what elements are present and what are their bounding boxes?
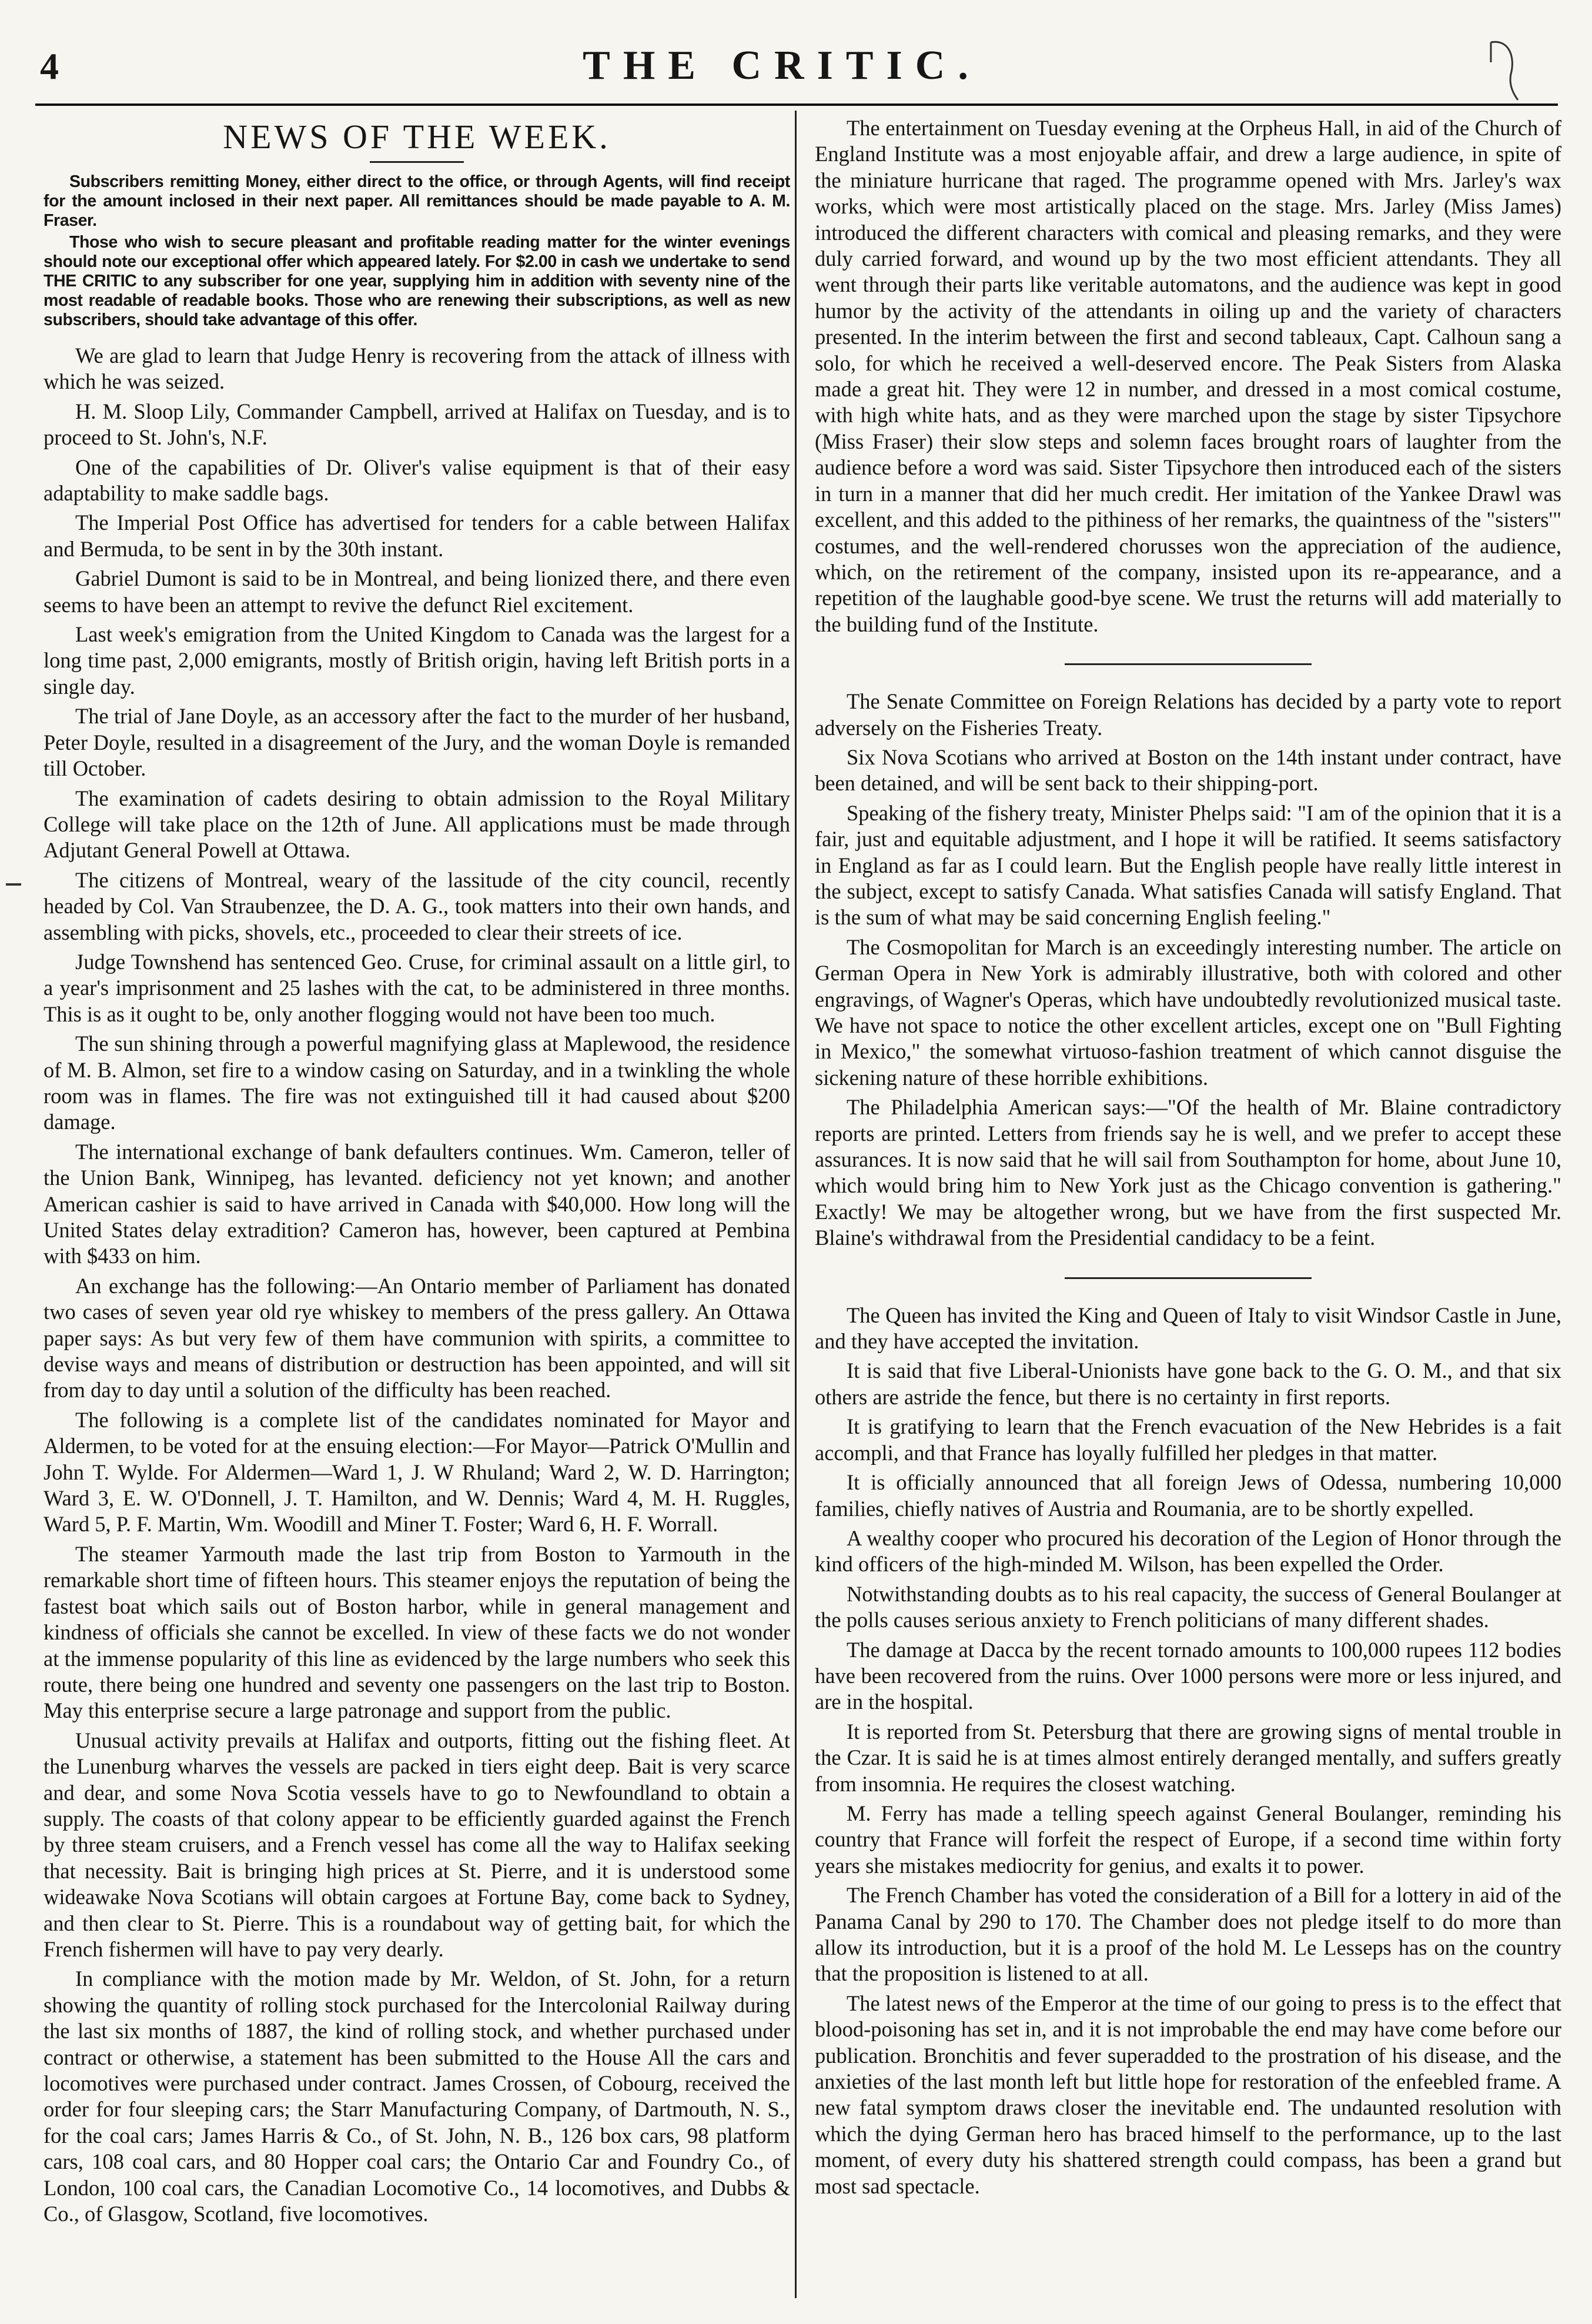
page-corner-mark — [1485, 39, 1520, 103]
news-item: It is officially announced that all foreign Jews of Odessa, numbering 10,000 families, chiefly natives of Austria and Roumania, are to be shortly expelled. — [815, 1470, 1561, 1521]
paper-title: THE CRITIC. — [583, 43, 981, 88]
news-item: The Senate Committee on Foreign Relations has decided by a party vote to report adversely on the Fisheries Treaty. — [815, 689, 1561, 740]
news-item: Speaking of the fishery treaty, Minister Phelps said: "I am of the opinion that it is a fair, just and equitable adjustment, and I hope it will be ratified. It seems satisfactory in England as far as I could learn. But the English people have really little interest in the subject, except to satisfy Canada. What satisfies Canada will satisfy England. That is the sum of what may be said concerning English feeling." — [815, 800, 1561, 930]
news-item: It is reported from St. Petersburg that there are growing signs of mental trouble in the Czar. It is said he is at times almost entirely deranged mentally, and suffers greatly from insomnia. He requires the closest watching. — [815, 1719, 1561, 1796]
news-item: The Cosmopolitan for March is an exceedingly interesting number. The article on German Opera in New York is admirably illustrative, both with colored and other engravings, of Wagner's Operas, which have undoubtedly revolutionized musical taste. We have not space to notice the other excellent articles, except one on "Bull Fighting in Mexico," the somewhat virtuoso-fashion treatment of which cannot disguise the sickening nature of these horrible exhibitions. — [815, 934, 1561, 1090]
page-number: 4 — [40, 45, 59, 87]
news-item: The latest news of the Emperor at the time of our going to press is to the effect that blood-poisoning has set in, and it is not improbable the end may have come before our publication. Bronchitis and fever superadded to the prostration of his disease, and the anxieties of the last month left but little hope for restoration of the enfeebled frame. A new fatal symptom draws closer the inevitable end. The undaunted resolution with which the dying German hero has braced himself to the performance, up to the last moment, of every duty his shattered strength could compass, has been a grand but most sad spectacle. — [815, 1991, 1561, 2198]
news-item: Six Nova Scotians who arrived at Boston on the 14th instant under contract, have been detained, and will be sent back to their shipping-port. — [815, 744, 1561, 796]
news-item: The Philadelphia American says:—"Of the health of Mr. Blaine contradictory reports are printed. Letters from friends say he is well, and we prefer to accept these assurances. It is now said that he will sail from Southampton for home, about June 10, which would bring him to New York just as the Chicago convention is gathering." Exactly! We may be altogether wrong, but we have from the first suspected Mr. Blaine's withdrawal from the Presidential candidacy to be a feint. — [815, 1095, 1561, 1250]
heading-rule — [370, 161, 464, 163]
news-item: H. M. Sloop Lily, Commander Campbell, arrived at Halifax on Tuesday, and is to proceed to St. John's, N.F. — [44, 399, 790, 450]
news-item: The Queen has invited the King and Queen of Italy to visit Windsor Castle in June, and they have accepted the invitation. — [815, 1303, 1561, 1354]
news-item: The damage at Dacca by the recent tornado amounts to 100,000 rupees 112 bodies have been recovered from the ruins. Over 1000 persons were more or less injured, and are in the hospital. — [815, 1637, 1561, 1714]
subscriber-notice: Subscribers remitting Money, either direct to the office, or through Agents, will find receipt for the amount inclosed in their next paper. All remittances should be made payable to A. M. Fraser. — [44, 172, 790, 230]
left-column — [44, 113, 790, 2230]
margin-mark — [6, 883, 21, 886]
news-item: The citizens of Montreal, weary of the lassitude of the city council, recently headed by Col. Van Straubenzee, the D. A. G., took matters into their own hands, and assembling with picks, shovels, etc., proceeded to clear their streets of ice. — [44, 867, 790, 944]
news-item: Gabriel Dumont is said to be in Montreal, and being lionized there, and there even seems to have been an attempt to revive the defunct Riel excitement. — [44, 566, 790, 617]
news-item: The entertainment on Tuesday evening at the Orpheus Hall, in aid of the Church of England Institute was a most enjoyable affair, and drew a large audience, in spite of the miniature hurricane that raged. The programme opened with Mrs. Jarley's wax works, which were most artistically placed on the stage. Mrs. Jarley (Miss James) introduced the different characters with comical and pleasing remarks, and they were duly carried forward, and wound up by the two most efficient attendants. They all went through their parts like veritable automatons, and the audience was kept in good humor by the activity of the attendants in oiling up and the variety of characters presented. In the interim between the first and second tableaux, Capt. Calhoun sang a solo, for which he received a well-deserved encore. The Peak Sisters from Alaska made a great hit. They were 12 in number, and dressed in a most comical costume, with high white hats, and as they were marched upon the stage by sister Tipsychore (Miss Fraser) their slow steps and solemn faces brought roars of laughter from the audience before a word was said. Sister Tipsychore then introduced each of the sisters in turn in a manner that did her much credit. Her imitation of the Yankee Drawl was excellent, and this added to the pithiness of her remarks, the quaintness of the "sisters'" costumes, and the well-rendered chorusses won the appreciation of the audience, which, on the retirement of the company, insisted upon its re-appearance, and a repetition of the laughable good-bye scene. We trust the returns will add materially to the building fund of the Institute. — [815, 116, 1561, 636]
section-divider — [1065, 1277, 1312, 1279]
section-divider — [1065, 663, 1312, 665]
news-item: The steamer Yarmouth made the last trip from Boston to Yarmouth in the remarkable short time of fifteen hours. This steamer enjoys the reputation of being the fastest boat which sails out of Boston harbor, while in general management and kindness of officials she cannot be excelled. In view of these facts we do not wonder at the immense popularity of this line as evidenced by the large numbers who seek this route, there being one hundred and seventy one passengers on the last trip to Boston. May this enterprise secure a large patronage and support from the public. — [44, 1541, 790, 1723]
news-item: The trial of Jane Doyle, as an accessory after the fact to the murder of her husband, Peter Doyle, resulted in a disagreement of the Jury, and the woman Doyle is remanded till October. — [44, 704, 790, 781]
news-item: The examination of cadets desiring to obtain admission to the Royal Military College will take place on the 12th of June. All applications must be made through Adjutant General Powell at Ottawa. — [44, 786, 790, 863]
masthead — [35, 39, 1529, 103]
right-column — [815, 113, 1561, 2203]
news-item: An exchange has the following:—An Ontario member of Parliament has donated two cases of seven year old rye whiskey to members of the press gallery. An Ottawa paper says: As but very few of them have communion with spirits, a committee to devise ways and means of distribution or destruction has been appointed, and will sit from day to day until a solution of the difficulty has been reached. — [44, 1273, 790, 1403]
news-item: M. Ferry has made a telling speech against General Boulanger, reminding his country that France will forfeit the respect of Europe, if a second time within forty years she mistakes mediocrity for genius, and exalts it to power. — [815, 1801, 1561, 1878]
news-item: We are glad to learn that Judge Henry is recovering from the attack of illness with which he was seized. — [44, 343, 790, 394]
news-item: Last week's emigration from the United Kingdom to Canada was the largest for a long time past, 2,000 emigrants, mostly of British origin, having left British ports in a single day. — [44, 622, 790, 699]
news-item: The Imperial Post Office has advertised for tenders for a cable between Halifax and Bermuda, to be sent in by the 30th instant. — [44, 510, 790, 561]
section-heading: NEWS OF THE WEEK. — [223, 118, 611, 156]
news-item: It is gratifying to learn that the French evacuation of the New Hebrides is a fait accompli, and that France has loyally fulfilled her pledges in that matter. — [815, 1414, 1561, 1465]
news-item: One of the capabilities of Dr. Oliver's valise equipment is that of their easy adaptability to make saddle bags. — [44, 455, 790, 506]
news-item: Unusual activity prevails at Halifax and outports, fitting out the fishing fleet. At the Lunenburg wharves the vessels are packed in tiers eight deep. Bait is very scarce and dear, and some Nova Scotia vessels have to go to Newfoundland to obtain a supply. The coasts of that colony appear to be efficiently guarded against the French by three steam cruisers, and a French vessel has come all the way to Halifax seeking that necessity. Bait is bringing high prices at St. Pierre, and it is understood some wideawake Nova Scotians will obtain cargoes at Fortune Bay, come back to Sydney, and then clear to St. Pierre. This is a roundabout way of getting bait, for which the French fishermen will have to pay very dearly. — [44, 1728, 790, 1961]
news-item: Notwithstanding doubts as to his real capacity, the success of General Boulanger at the polls causes serious anxiety to French politicians of many different shades. — [815, 1581, 1561, 1632]
news-item: It is said that five Liberal-Unionists have gone back to the G. O. M., and that six others are astride the fence, but there is no certainty in first reports. — [815, 1358, 1561, 1409]
news-item: The international exchange of bank defaulters continues. Wm. Cameron, teller of the Union Bank, Winnipeg, has levanted. deficiency not yet known; and another American cashier is said to have arrived in Canada with $40,000. How long will the United States delay extradition? Cameron has, however, been captured at Pembina with $433 on him. — [44, 1139, 790, 1268]
news-item: A wealthy cooper who procured his decoration of the Legion of Honor through the kind officers of the high-minded M. Wilson, has been expelled the Order. — [815, 1525, 1561, 1577]
masthead-rule — [35, 103, 1558, 106]
subscriber-notice: Those who wish to secure pleasant and profitable reading matter for the winter evenings should note our exceptional offer which appeared lately. For $2.00 in cash we undertake to send THE CRITIC to any subscriber for one year, supplying him in addition with seventy nine of the most readable of readable books. Those who are renewing their subscriptions, as well as new subscribers, should take advantage of this offer. — [44, 233, 790, 329]
news-item: The following is a complete list of the candidates nominated for Mayor and Aldermen, to be voted for at the ensuing election:—For Mayor—Patrick O'Mullin and John T. Wylde. For Aldermen—Ward 1, J. W Rhuland; Ward 2, W. D. Harrington; Ward 3, E. W. O'Donnell, J. T. Hamilton, and W. Dennis; Ward 4, M. H. Ruggles, Ward 5, P. F. Martin, Wm. Woodill and Miner T. Foster; Ward 6, H. F. Worrall. — [44, 1407, 790, 1537]
news-item: In compliance with the motion made by Mr. Weldon, of St. John, for a return showing the quantity of rolling stock purchased for the Intercolonial Railway during the last six months of 1887, the kind of rolling stock, and whether purchased under contract or otherwise, a statement has been submitted to the House All the cars and locomotives were purchased under contract. James Crossen, of Cobourg, received the order for four sleeping cars; the Starr Manufacturing Company, of Dartmouth, N. S., for the coal cars; James Harris & Co., of St. John, N. B., 126 box cars, 98 platform cars, 108 coal cars, and 80 Hopper coal cars; the Ontario Car and Foundry Co., of London, 100 coal cars, the Canadian Locomotive Co., 14 locomotives, and Dubbs & Co., of Glasgow, Scotland, five locomotives. — [44, 1966, 790, 2226]
column-divider — [795, 111, 797, 2298]
news-item: Judge Townshend has sentenced Geo. Cruse, for criminal assault on a little girl, to a year's imprisonment and 25 lashes with the cat, to be administered in three months. This is as it ought to be, only another flogging would not have been too much. — [44, 949, 790, 1026]
news-item: The French Chamber has voted the consideration of a Bill for a lottery in aid of the Panama Canal by 290 to 170. The Chamber does not pledge itself to do more than allow its introduction, but it is a proof of the hold M. Le Lesseps has on the country that the proposition is listened to at all. — [815, 1883, 1561, 1986]
news-item: The sun shining through a powerful magnifying glass at Maplewood, the residence of M. B. Almon, set fire to a window casing on Saturday, and in a twinkling the whole room was in flames. The fire was not extinguished till it had caused about $200 damage. — [44, 1031, 790, 1134]
